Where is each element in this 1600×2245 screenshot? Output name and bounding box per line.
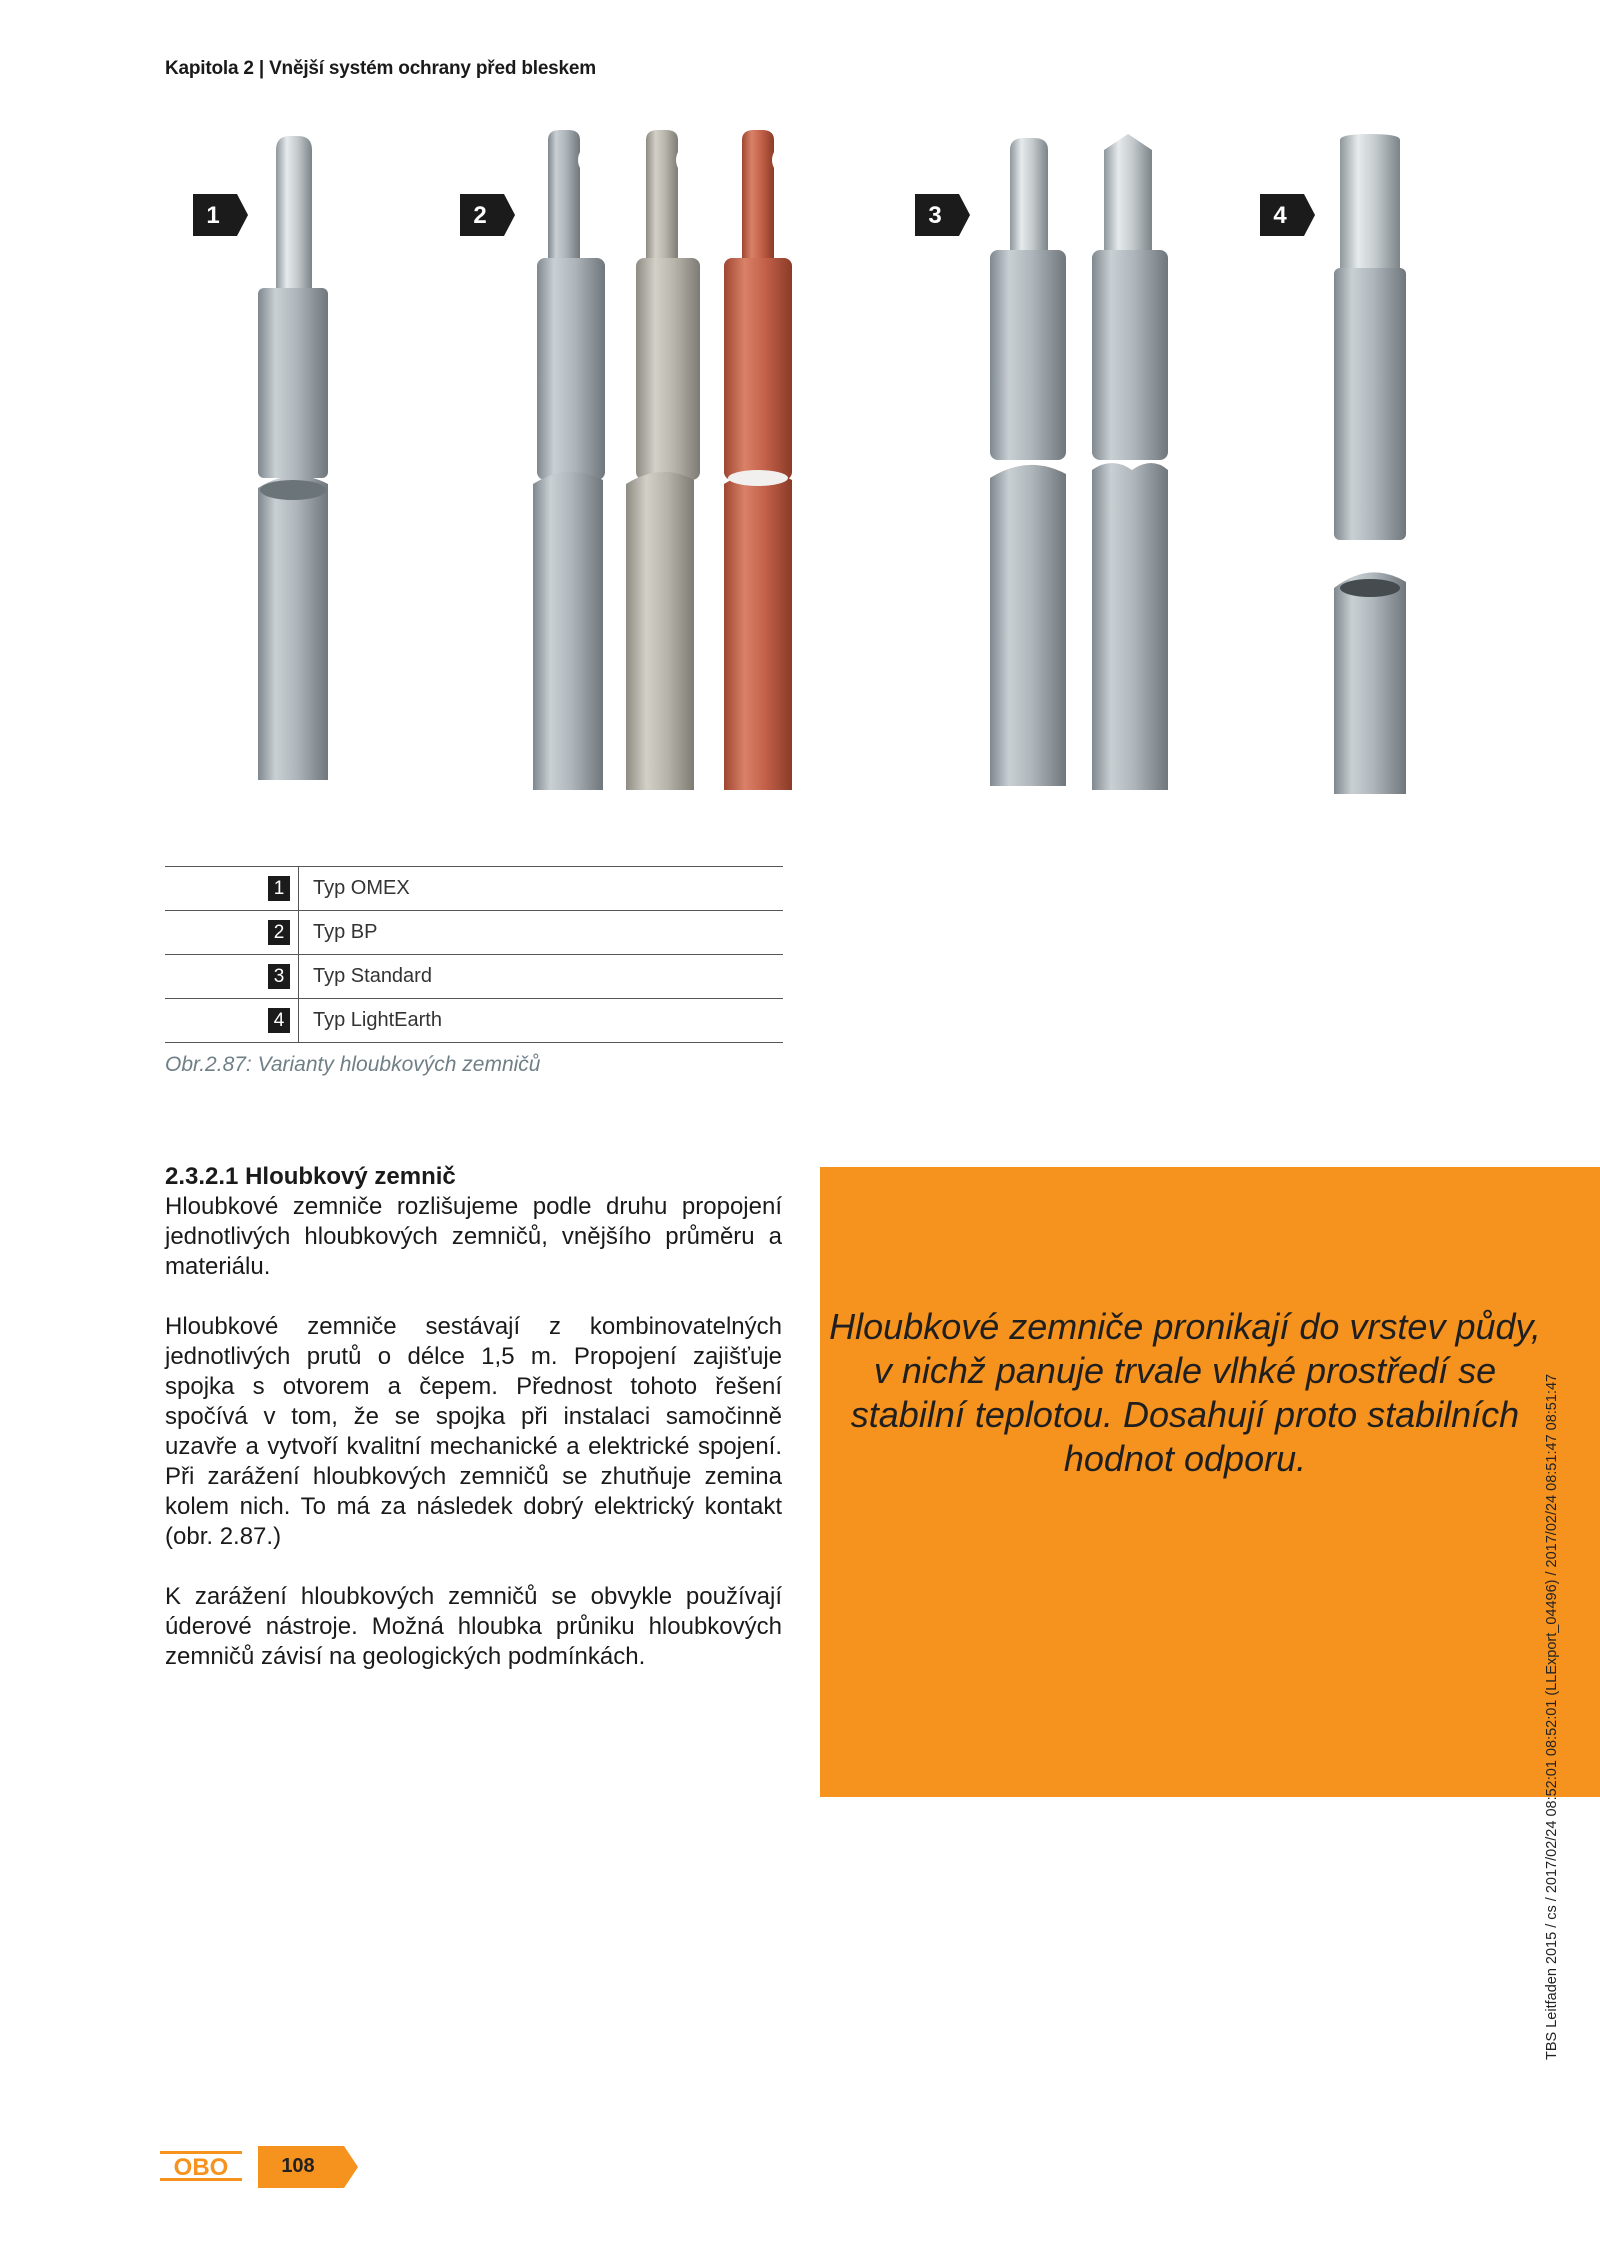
figure-tag-1	[193, 194, 248, 236]
print-metadata: TBS Leitfaden 2015 / cs / 2017/02/24 08:52:01 08:52:01 (LLExport_04496) / 2017/02/24 08:51:47 08:51:47	[1544, 1373, 1560, 2060]
legend-label: Typ OMEX	[299, 867, 784, 911]
legend-row	[165, 867, 783, 911]
rod-bp-stainless	[626, 130, 700, 790]
body-paragraph: K zarážení hloubkových zemničů se obvykle používají úderové nástroje. Možná hloubka průniku hloubkových zemničů závisí na geologických podmínkách.	[165, 1583, 782, 1670]
rod-omex	[258, 136, 328, 780]
page-number: 108	[281, 2155, 315, 2177]
body-paragraph: Hloubkové zemniče rozlišujeme podle druhu propojení jednotlivých hloubkových zemničů, vnějšího průměru a materiálu.	[165, 1193, 782, 1280]
callout-text: Hloubkové zemniče pronikají do vrstev půdy, v nichž panuje trvale vlhké prostředí se stabilní teplotou. Dosahují proto stabilních hodnot odporu.	[829, 1306, 1541, 1479]
section-body	[165, 1162, 782, 1702]
figure-tag-2-label: 2	[473, 202, 487, 229]
obo-logo	[160, 2151, 242, 2181]
figure-tag-4	[1260, 194, 1315, 236]
rod-standard-b	[1092, 134, 1168, 790]
figure-tag-3	[915, 194, 970, 236]
ground-rod-figure	[0, 0, 1600, 820]
legend-row	[165, 911, 783, 955]
figure-tag-4-label: 4	[1273, 202, 1287, 229]
figure-tag-1-label: 1	[206, 202, 220, 229]
section-heading: 2.3.2.1 Hloubkový zemnič	[165, 1163, 456, 1190]
legend-number-badge: 1	[268, 876, 290, 901]
legend-row	[165, 999, 783, 1043]
legend-row	[165, 955, 783, 999]
legend-label: Typ LightEarth	[299, 999, 784, 1043]
rod-standard-a	[990, 138, 1066, 786]
rod-bp-copper	[724, 130, 792, 790]
rod-bp-steel	[533, 130, 605, 790]
figure-caption: Obr.2.87: Varianty hloubkových zemničů	[165, 1053, 541, 1076]
legend-number-badge: 2	[268, 920, 290, 945]
body-paragraph: Hloubkové zemniče sestávají z kombinovatelných jednotlivých prutů o délce 1,5 m. Propojení zajišťuje spojka s otvorem a čepem. Přednost tohoto řešení spočívá v tom, že se spojka při instalaci samočinně uzavře a vytvoří kvalitní mechanické a elektrické spojení. Při zarážení hloubkových zemničů se zhutňuje zemina kolem nich. To má za následek dobrý elektrický kontakt (obr. 2.87.)	[165, 1313, 782, 1550]
variant-legend-table	[165, 866, 783, 1043]
chapter-header: Kapitola 2 | Vnější systém ochrany před bleskem	[165, 58, 596, 79]
highlight-callout-box	[820, 1167, 1600, 1797]
legend-number-badge: 4	[268, 1008, 290, 1033]
legend-label: Typ Standard	[299, 955, 784, 999]
svg-text:OBO: OBO	[173, 2154, 229, 2181]
rod-lightearth	[1334, 134, 1406, 794]
legend-number-badge: 3	[268, 964, 290, 989]
figure-tag-3-label: 3	[928, 202, 942, 229]
figure-tag-2	[460, 194, 515, 236]
legend-label: Typ BP	[299, 911, 784, 955]
